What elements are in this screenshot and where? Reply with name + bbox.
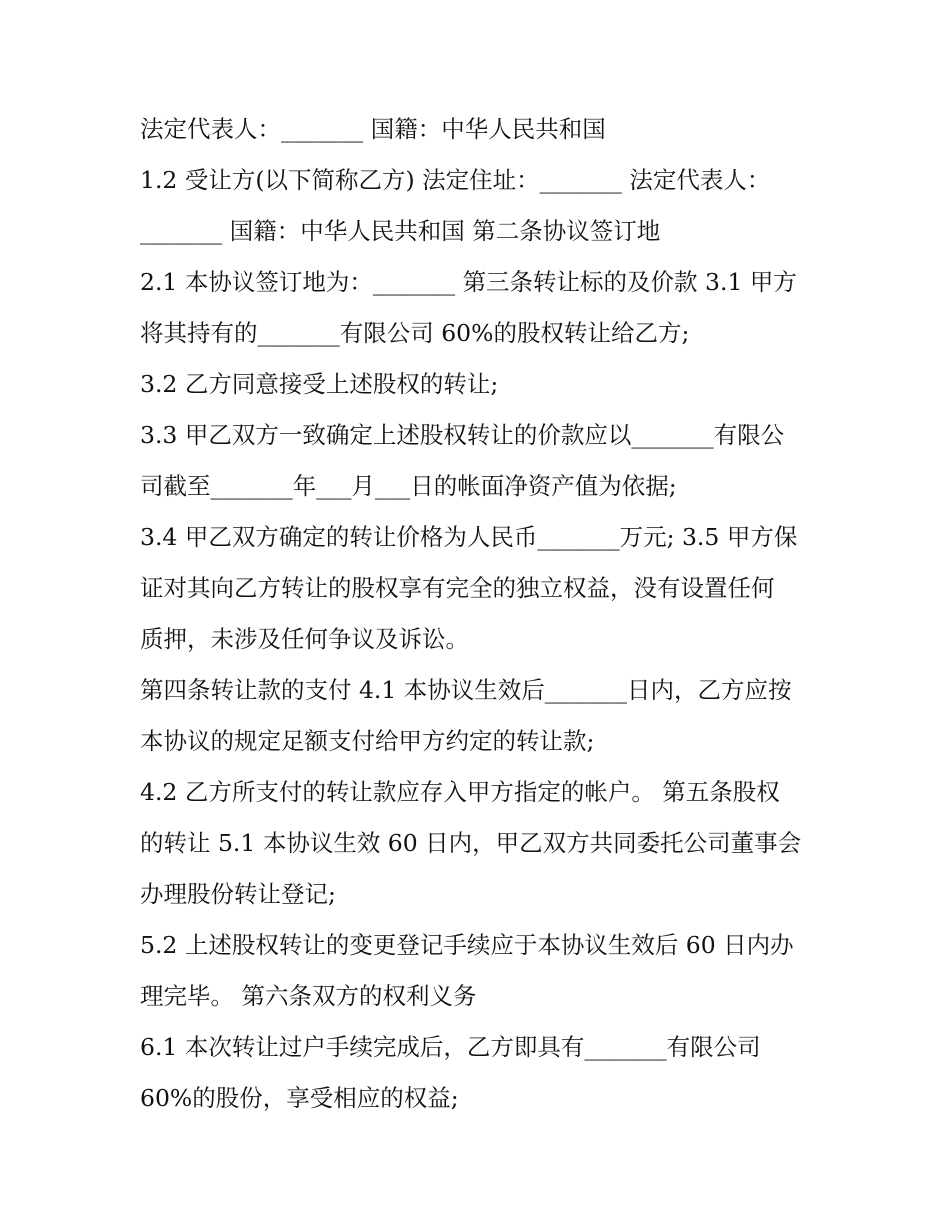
text-line: 将其持有的_______有限公司 60%的股权转让给乙方; (140, 319, 690, 347)
text-line: 质押，未涉及任何争议及诉讼。 (140, 625, 469, 653)
text-line: 60%的股份，享受相应的权益; (140, 1084, 459, 1112)
text-line: 1.2 受让方(以下简称乙方) 法定住址：_______ 法定代表人： (140, 166, 771, 194)
text-line: 办理股份转让登记; (140, 880, 336, 908)
text-line: 3.3 甲乙双方一致确定上述股权转让的价款应以_______有限公 (140, 421, 785, 449)
text-line: 本协议的规定足额支付给甲方约定的转让款; (140, 727, 595, 755)
text-line: 第四条转让款的支付 4.1 本协议生效后_______日内，乙方应按 (140, 676, 792, 704)
text-line: 法定代表人：_______ 国籍：中华人民共和国 (140, 115, 606, 143)
text-line: 3.2 乙方同意接受上述股权的转让; (140, 370, 499, 398)
text-line: 2.1 本协议签订地为：_______ 第三条转让标的及价款 3.1 甲方 (140, 268, 797, 296)
text-line: _______ 国籍：中华人民共和国 第二条协议签订地 (140, 217, 661, 245)
document-body (140, 104, 830, 1124)
text-line: 理完毕。 第六条双方的权利义务 (140, 982, 477, 1010)
text-line: 的转让 5.1 本协议生效 60 日内，甲乙双方共同委托公司董事会 (140, 829, 802, 857)
text-line: 6.1 本次转让过户手续完成后，乙方即具有_______有限公司 (140, 1033, 761, 1061)
text-line: 5.2 上述股权转让的变更登记手续应于本协议生效后 60 日内办 (140, 931, 794, 959)
text-line: 3.4 甲乙双方确定的转让价格为人民币_______万元; 3.5 甲方保 (140, 523, 798, 551)
text-line: 4.2 乙方所支付的转让款应存入甲方指定的帐户。 第五条股权 (140, 778, 780, 806)
text-line: 证对其向乙方转让的股权享有完全的独立权益，没有设置任何 (140, 574, 775, 602)
text-line: 司截至_______年___月___日的帐面净资产值为依据; (140, 472, 677, 500)
